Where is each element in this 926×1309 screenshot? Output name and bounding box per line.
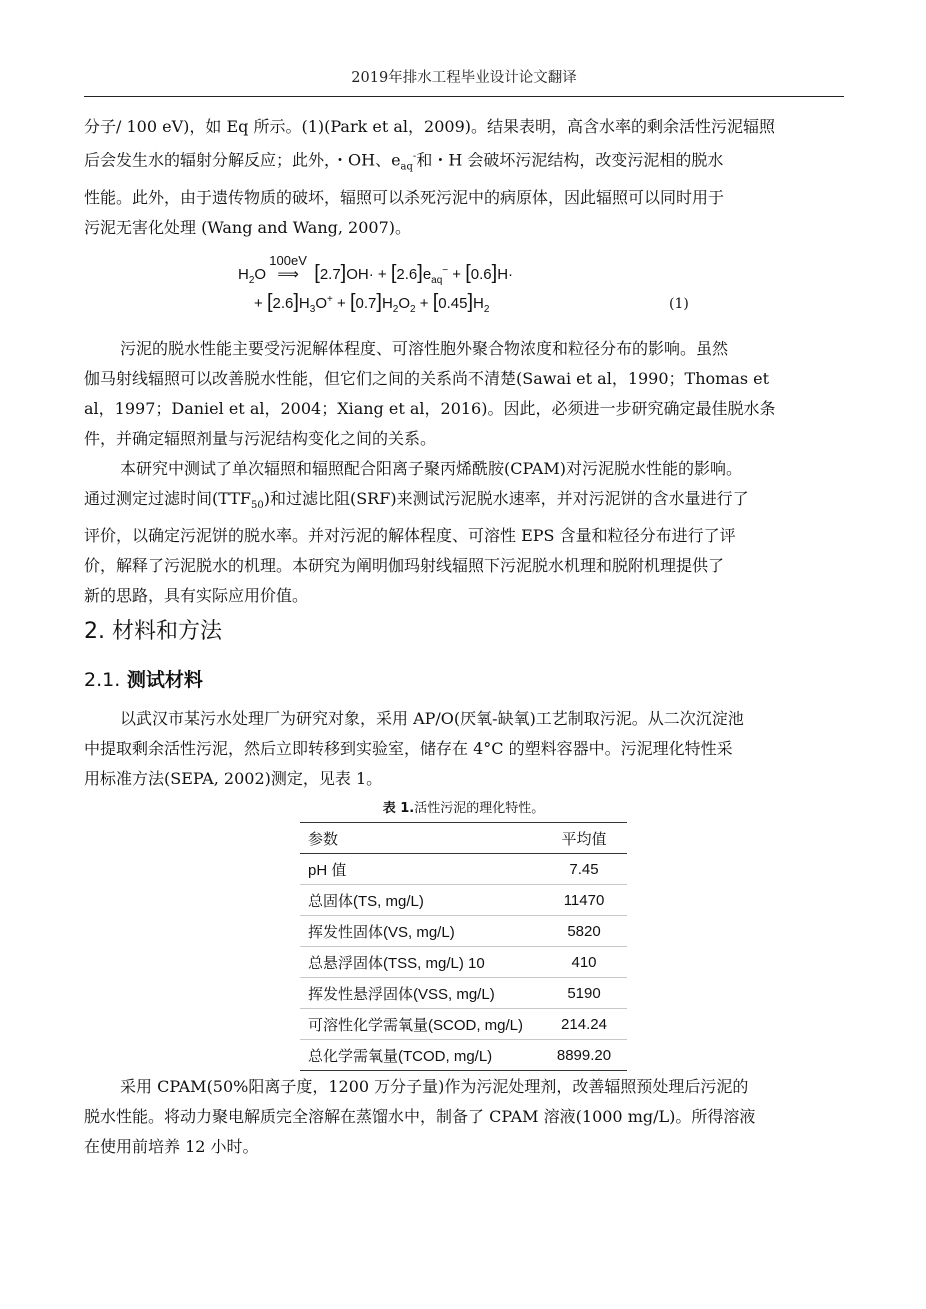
eq-term-5: H — [381, 295, 393, 312]
para2-line-4: 件，并确定辐照剂量与污泥结构变化之间的关系。 — [84, 429, 437, 448]
table-row — [300, 885, 627, 916]
eq-arrow-label: 100eV — [269, 253, 307, 268]
intro-line-2 — [84, 142, 844, 183]
table-caption-label: 表 1. — [382, 801, 415, 816]
intro-line-1: 分子/ 100 eV)，如 Eq 所示。(1)(Park et al，2009)。结果表明，高含水率的剩余活性污泥辐照 — [84, 117, 775, 136]
table-row — [300, 1040, 627, 1071]
paragraph-2 — [84, 334, 844, 454]
row-value: 410 — [541, 947, 627, 978]
eq-term-5-tail: + — [415, 295, 433, 312]
para2-line-3: al，1997；Daniel et al，2004；Xiang et al，2016)。因此，必须进一步研究确定最佳脱水条 — [84, 399, 776, 418]
paragraph-4 — [84, 704, 844, 794]
para2-line-1: 污泥的脱水性能主要受污泥解体程度、可溶性胞外聚合物浓度和粒径分布的影响。虽然 — [120, 339, 729, 358]
row-param: 总悬浮固体(TSS, mg/L) 10 — [300, 947, 541, 978]
eq-o: O — [254, 266, 267, 283]
para4-line-1: 以武汉市某污水处理厂为研究对象，采用 AP/O(厌氧-缺氧)工艺制取污泥。从二次沉淀池 — [120, 709, 744, 728]
eq-term-2-tail: + — [448, 266, 466, 283]
para5-line-1: 采用 CPAM(50%阳离子度，1200 万分子量)作为污泥处理剂，改善辐照预处理后污泥的 — [120, 1077, 749, 1096]
intro-paragraph — [84, 112, 844, 243]
table-header-row — [300, 823, 627, 854]
eq-term-6: H — [473, 295, 484, 312]
para3-line-2-sub: 50 — [251, 500, 264, 512]
eq-coef-2: 2.6 — [396, 266, 418, 283]
table-row — [300, 1009, 627, 1040]
eq-term-2: e — [422, 266, 432, 283]
intro-line-2-a: 后会发生水的辐射分解反应；此外，・OH、e — [84, 150, 401, 170]
header-param: 参数 — [300, 823, 541, 854]
eq-h-sub: 2 — [248, 275, 255, 286]
eq-coef-4: 2.6 — [272, 295, 294, 312]
eq-term-5-sub2: 2 — [410, 304, 416, 315]
para3-line-3: 评价，以确定污泥饼的脱水率。并对污泥的解体程度、可溶性 EPS 含量和粒径分布进行了评 — [84, 526, 736, 546]
row-param: 挥发性固体(VS, mg/L) — [300, 916, 541, 947]
eq-term-4-tail: + — [332, 295, 350, 312]
intro-line-3: 性能。此外，由于遗传物质的破坏，辐照可以杀死污泥中的病原体，因此辐照可以同时用于 — [84, 187, 725, 207]
eq-term-1: OH· + — [346, 266, 391, 283]
intro-line-4: 污泥无害化处理 (Wang and Wang, 2007)。 — [84, 217, 412, 237]
row-param: 总化学需氧量(TCOD, mg/L) — [300, 1040, 541, 1071]
para2-line-2: 伽马射线辐照可以改善脱水性能，但它们之间的关系尚不清楚(Sawai et al，1990；Thomas et — [84, 369, 770, 388]
row-param: 可溶性化学需氧量(SCOD, mg/L) — [300, 1009, 541, 1040]
row-value: 5820 — [541, 916, 627, 947]
equation-line-2: + $[2.6]H_3O^+ + [0.7]H_2O_2 + [0.45]H_2$ — [254, 291, 490, 315]
eq-arrow-glyph: ⟹ — [277, 266, 299, 283]
eq-term-3: H· — [497, 266, 514, 283]
para4-line-2: 中提取剩余活性污泥，然后立即转移到实验室，储存在 4°C 的塑料容器中。污泥理化特性采 — [84, 739, 733, 758]
row-value: 214.24 — [541, 1009, 627, 1040]
eq-term-2-sup: − — [442, 265, 449, 276]
table-row — [300, 916, 627, 947]
eq-lead: + — [254, 295, 267, 312]
row-value: 8899.20 — [541, 1040, 627, 1071]
para4-line-3: 用标准方法(SEPA, 2002)测定，见表 1。 — [84, 769, 383, 788]
section-heading — [84, 614, 222, 645]
paragraph-3 — [84, 454, 844, 611]
subsection-heading — [84, 665, 203, 692]
eq-term-6-sub: 2 — [483, 304, 490, 315]
table-caption-text: 活性污泥的理化特性。 — [414, 801, 545, 816]
header-rule — [84, 96, 844, 97]
eq-term-5-sub: 2 — [392, 304, 399, 315]
section-number: 2. — [84, 619, 105, 644]
eq-arrow — [266, 253, 310, 283]
eq-term-4-sup: + — [327, 294, 333, 305]
section-title: 材料和方法 — [112, 619, 223, 644]
eq-coef-3: 0.6 — [470, 266, 492, 283]
table-row — [300, 978, 627, 1009]
para3-line-2 — [84, 484, 844, 521]
para3-line-2-a: 通过测定过滤时间(TTF — [84, 489, 251, 508]
eq-term-4-o: O — [315, 295, 327, 312]
subsection-title: 测试材料 — [126, 669, 203, 691]
subsection-number: 2.1. — [84, 669, 121, 691]
row-param: pH 值 — [300, 854, 541, 885]
equation-number: (1) — [669, 296, 689, 312]
eq-term-4: H — [298, 295, 310, 312]
row-value: 7.45 — [541, 854, 627, 885]
para3-line-2-b: )和过滤比阻(SRF)来测试污泥脱水速率，并对污泥饼的含水量进行了 — [263, 489, 749, 508]
eq-term-5-o: O — [398, 295, 411, 312]
properties-table — [300, 822, 627, 1071]
eq-coef-1: 2.7 — [319, 266, 341, 283]
eq-coef-6: 0.45 — [438, 295, 468, 312]
page-header: 2019年排水工程毕业设计论文翻译 — [351, 70, 577, 86]
row-param: 总固体(TS, mg/L) — [300, 885, 541, 916]
para3-line-1: 本研究中测试了单次辐照和辐照配合阳离子聚丙烯酰胺(CPAM)对污泥脱水性能的影响。 — [120, 459, 742, 478]
table-caption — [300, 797, 627, 816]
paragraph-5 — [84, 1072, 844, 1162]
equation-line-1: $H_2O$ 100eV ⟹ $[2.7]OH\cdot + [2.6]e_{aq}^- + [0.6]H\cdot$ — [238, 253, 514, 286]
para3-line-4: 价，解释了污泥脱水的机理。本研究为阐明伽玛射线辐照下污泥脱水机理和脱附机理提供了 — [84, 556, 725, 576]
eq-term-2-sub: aq — [431, 275, 443, 286]
row-value: 5190 — [541, 978, 627, 1009]
intro-line-2-sub: aq — [400, 161, 413, 173]
row-param: 挥发性悬浮固体(VSS, mg/L) — [300, 978, 541, 1009]
intro-line-2-sup: - — [412, 151, 417, 162]
table-row — [300, 947, 627, 978]
eq-term-4-sub: 3 — [309, 304, 316, 315]
intro-line-2-b: 和・H 会破坏污泥结构，改变污泥相的脱水 — [416, 150, 724, 170]
para3-line-5: 新的思路，具有实际应用价值。 — [84, 586, 309, 606]
header-value: 平均值 — [541, 823, 627, 854]
table-row — [300, 854, 627, 885]
para5-line-3: 在使用前培养 12 小时。 — [84, 1137, 259, 1156]
eq-h: H — [238, 266, 249, 283]
eq-coef-5: 0.7 — [355, 295, 377, 312]
row-value: 11470 — [541, 885, 627, 916]
para5-line-2: 脱水性能。将动力聚电解质完全溶解在蒸馏水中，制备了 CPAM 溶液(1000 mg/L)。所得溶液 — [84, 1107, 756, 1126]
